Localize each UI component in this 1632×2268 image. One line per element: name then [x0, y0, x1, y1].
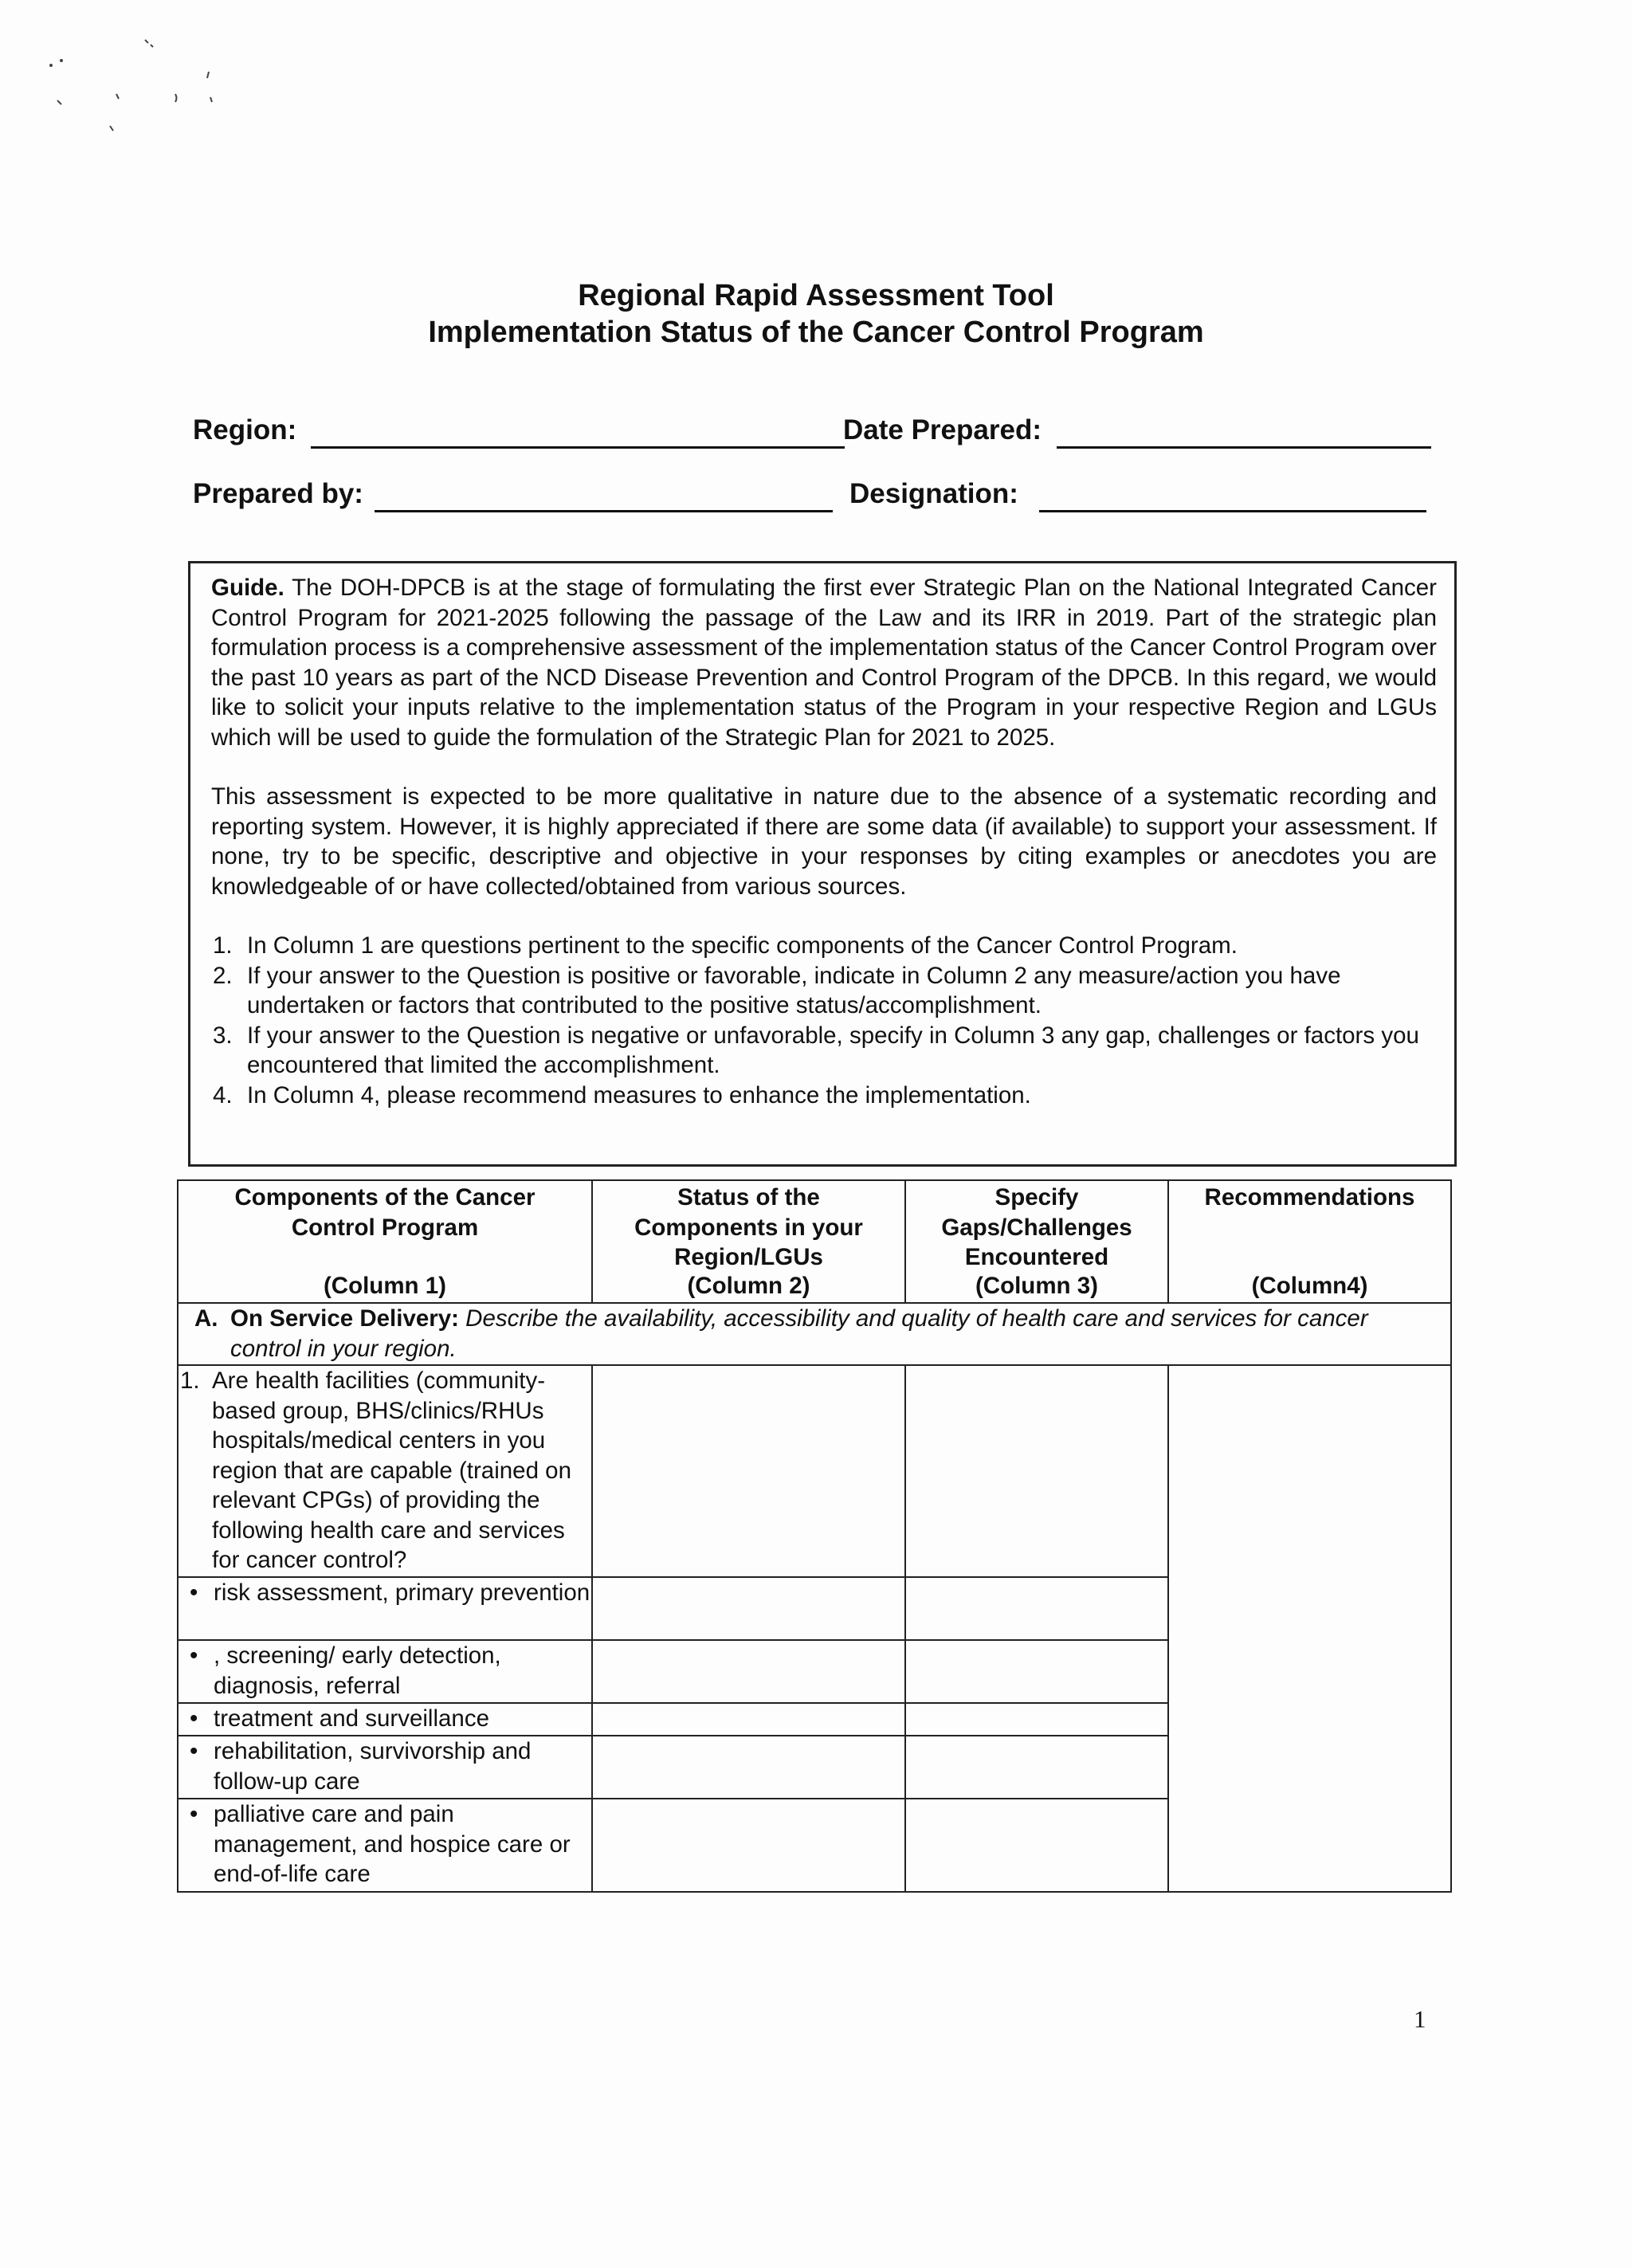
bullet-dot: •: [190, 1579, 198, 1606]
guide-paragraph-1: [211, 573, 1437, 752]
header-column-1: [178, 1180, 592, 1303]
document-title: [0, 277, 1632, 351]
bullet-dot: •: [190, 1642, 198, 1669]
table-row: [178, 1365, 1451, 1577]
status-cell[interactable]: [592, 1736, 905, 1799]
date-prepared-label: Date Prepared:: [843, 414, 1042, 445]
status-cell[interactable]: [592, 1365, 905, 1577]
question-cell: [178, 1365, 592, 1577]
scan-specks: [40, 24, 247, 159]
guide-item: [211, 1021, 1437, 1081]
header-column-3: [905, 1180, 1168, 1303]
designation-input-line[interactable]: [1039, 510, 1426, 512]
guide-item-text: In Column 4, please recommend measures to enhance the implementation.: [247, 1081, 1031, 1108]
section-letter: A.: [194, 1305, 218, 1332]
guide-item-text: If your answer to the Question is negative or unfavorable, specify in Column 3 any gap, challenges or factors you encountered that limited the accomplishment.: [247, 1022, 1419, 1078]
designation-label: Designation:: [849, 478, 1018, 509]
bullet-dot: •: [190, 1705, 198, 1732]
bullet-text: palliative care and pain management, and hospice care or end-of-life care: [214, 1801, 571, 1887]
bullet-cell: [178, 1640, 592, 1703]
guide-item: [211, 931, 1437, 961]
region-input-line[interactable]: [311, 446, 845, 449]
section-description: Describe the availability, accessibility and quality of health care and services for cancer control in your region.: [230, 1305, 1368, 1362]
guide-item: [211, 1081, 1437, 1111]
gaps-cell[interactable]: [905, 1799, 1168, 1892]
guide-item-number: 4.: [213, 1081, 233, 1108]
question-text: Are health facilities (community-based group, BHS/clinics/RHUs hospitals/medical centers in you region that are capable (trained on relevant CPGs) of providing the following health care and services for cancer control?: [212, 1367, 571, 1573]
guide-lead: Guide.: [211, 575, 284, 601]
status-cell[interactable]: [592, 1577, 905, 1640]
status-cell[interactable]: [592, 1799, 905, 1892]
question-number: 1.: [180, 1367, 200, 1394]
date-prepared-input-line[interactable]: [1057, 446, 1431, 449]
guide-item: [211, 961, 1437, 1021]
section-row: [178, 1303, 1451, 1365]
guide-item-number: 1.: [213, 932, 233, 959]
header-column-label: (Column4): [1251, 1272, 1368, 1299]
title-line-1: Regional Rapid Assessment Tool: [578, 279, 1054, 312]
section-a-heading: [194, 1304, 1442, 1364]
bullet-dot: •: [190, 1801, 198, 1827]
bullet-cell: [178, 1736, 592, 1799]
gaps-cell[interactable]: [905, 1703, 1168, 1736]
header-column-4: [1168, 1180, 1451, 1303]
bullet-text: risk assessment, primary prevention: [214, 1579, 590, 1606]
header-title: Recommendations: [1204, 1184, 1415, 1211]
guide-item-number: 3.: [213, 1022, 233, 1049]
bullet-dot: •: [190, 1738, 198, 1764]
header-column-label: (Column 2): [687, 1272, 810, 1299]
section-a-cell: [178, 1303, 1451, 1365]
header-title: Specify Gaps/Challenges Encountered: [941, 1184, 1132, 1270]
gaps-cell[interactable]: [905, 1365, 1168, 1577]
header-column-label: (Column 3): [975, 1272, 1099, 1299]
gaps-cell[interactable]: [905, 1736, 1168, 1799]
table-header-row: [178, 1180, 1451, 1303]
prepared-by-input-line[interactable]: [375, 510, 833, 512]
gaps-cell[interactable]: [905, 1577, 1168, 1640]
guide-paragraph-1-text: The DOH-DPCB is at the stage of formulating the first ever Strategic Plan on the National Integrated Cancer Control Program for 2021-2025 following the passage of the Law and its IRR in 2019. Part of the strategic plan formulation process is a comprehensive assessment of the implementation status of the Cancer Control Program over the past 10 years as part of the NCD Disease Prevention and Control Program of the DPCB. In this regard, we would like to solicit your inputs relative to the implementation status of the Program in your respective Region and LGUs which will be used to guide the formulation of the Strategic Plan for 2021 to 2025.: [211, 575, 1437, 751]
bullet-text: rehabilitation, survivorship and follow-up care: [214, 1738, 532, 1795]
recommendations-cell[interactable]: [1168, 1365, 1451, 1892]
status-cell[interactable]: [592, 1640, 905, 1703]
prepared-by-label: Prepared by:: [193, 478, 363, 509]
header-title: Components of the Cancer Control Program: [234, 1184, 536, 1241]
bullet-cell: [178, 1799, 592, 1892]
title-line-2: Implementation Status of the Cancer Control Program: [428, 316, 1204, 349]
guide-item-number: 2.: [213, 962, 233, 989]
gaps-cell[interactable]: [905, 1640, 1168, 1703]
bullet-cell: [178, 1703, 592, 1736]
guide-instructions: [211, 931, 1437, 1110]
section-title: On Service Delivery:: [230, 1305, 459, 1332]
bullet-text: , screening/ early detection, diagnosis, referral: [214, 1642, 501, 1699]
header-column-label: (Column 1): [323, 1272, 447, 1299]
guide-box: [188, 561, 1457, 1167]
region-label: Region:: [193, 414, 297, 445]
assessment-table: [177, 1179, 1452, 1893]
guide-item-text: If your answer to the Question is positive or favorable, indicate in Column 2 any measure/action you have undertaken or factors that contributed to the positive status/accomplishment.: [247, 962, 1341, 1018]
header-title: Status of the Components in your Region/LGUs: [634, 1184, 863, 1270]
bullet-cell: [178, 1577, 592, 1640]
status-cell[interactable]: [592, 1703, 905, 1736]
header-column-2: [592, 1180, 905, 1303]
guide-paragraph-2: This assessment is expected to be more qualitative in nature due to the absence of a systematic recording and reporting system. However, it is highly appreciated if there are some data (if available) to support your assessment. If none, try to be specific, descriptive and objective in your responses by citing examples or anecdotes you are knowledgeable of or have collected/obtained from various sources.: [211, 783, 1437, 900]
page-number: 1: [1414, 2005, 1426, 2033]
bullet-text: treatment and surveillance: [214, 1705, 489, 1732]
guide-item-text: In Column 1 are questions pertinent to the specific components of the Cancer Control Program.: [247, 932, 1238, 959]
